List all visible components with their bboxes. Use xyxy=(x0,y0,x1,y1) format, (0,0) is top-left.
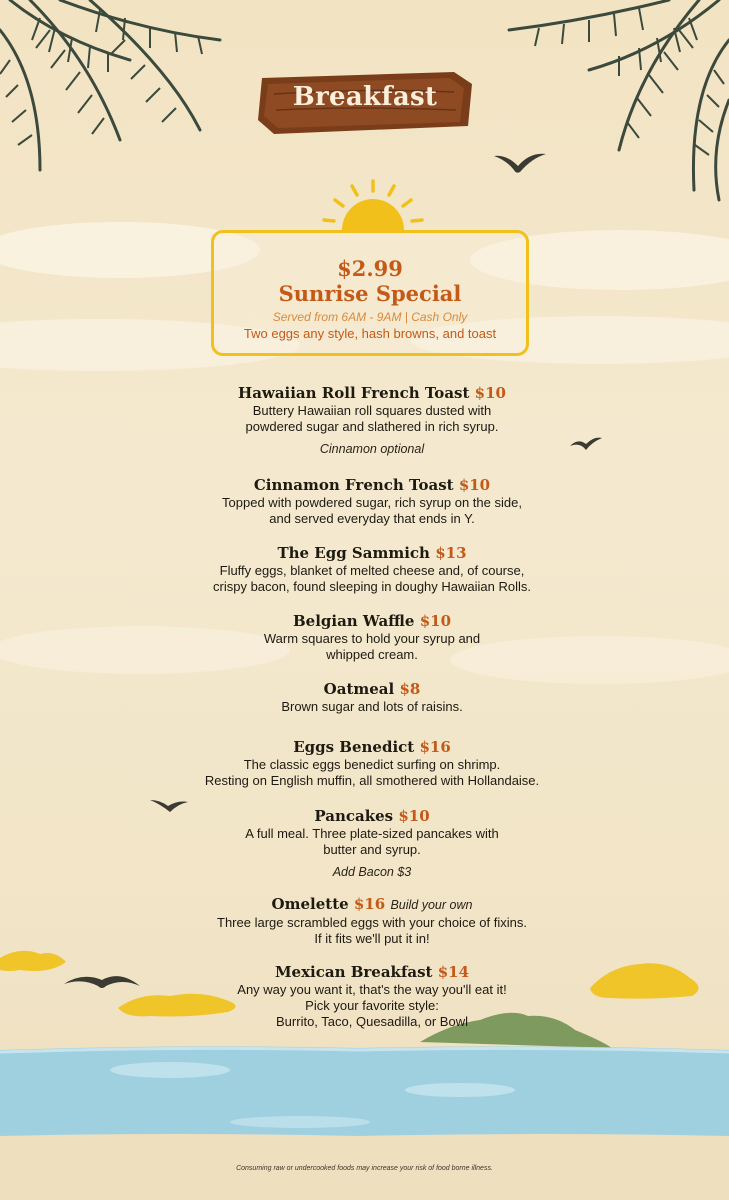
item-price: $10 xyxy=(419,612,452,630)
item-description-line: powdered sugar and slathered in rich syrup. xyxy=(245,419,499,434)
special-description: Two eggs any style, hash browns, and toast xyxy=(243,326,497,341)
palm-fronds-left-icon xyxy=(0,0,260,200)
item-note: Cinnamon optional xyxy=(319,442,425,456)
item-name: Mexican Breakfast xyxy=(274,963,433,981)
item-name: Pancakes xyxy=(314,807,394,825)
food-safety-disclaimer: Consuming raw or undercooked foods may increase your risk of food borne illness. xyxy=(236,1165,493,1172)
item-description-line: crispy bacon, found sleeping in doughy Hawaiian Rolls. xyxy=(213,579,531,594)
item-name: Cinnamon French Toast xyxy=(253,476,454,494)
palm-fronds-right-icon xyxy=(469,0,729,210)
special-title: Sunrise Special xyxy=(278,281,462,306)
item-inline-note: Build your own xyxy=(390,898,473,912)
menu-item xyxy=(114,543,630,595)
menu-item xyxy=(114,737,630,789)
item-note: Add Bacon $3 xyxy=(332,865,412,879)
sun-icon xyxy=(318,178,428,230)
special-hours: Served from 6AM - 9AM | Cash Only xyxy=(272,310,468,324)
menu-item xyxy=(114,611,630,663)
item-description-line: Any way you want it, that's the way you'll eat it! xyxy=(237,982,507,997)
item-price: $10 xyxy=(474,384,506,402)
item-name: Omelette xyxy=(271,895,349,913)
item-description-line: Warm squares to hold your syrup and xyxy=(263,631,481,646)
seagull-icon xyxy=(568,434,604,454)
menu-item xyxy=(114,962,630,1030)
item-description-line: Fluffy eggs, blanket of melted cheese and, of course, xyxy=(219,563,525,578)
item-description-line: Resting on English muffin, all smothered with Hollandaise. xyxy=(204,773,540,788)
seagull-icon xyxy=(492,150,548,178)
item-price: $16 xyxy=(419,738,451,756)
item-description-line: Topped with powdered sugar, rich syrup on the side, xyxy=(222,495,522,510)
item-description-line: If it fits we'll put it in! xyxy=(314,931,430,946)
menu-item xyxy=(114,806,630,880)
item-price: $10 xyxy=(458,476,491,494)
item-price: $8 xyxy=(399,680,421,698)
seagull-icon xyxy=(148,796,190,814)
item-description-line: A full meal. Three plate-sized pancakes with xyxy=(245,826,499,841)
item-description-line: Brown sugar and lots of raisins. xyxy=(281,699,463,714)
menu-title: Breakfast xyxy=(292,82,438,112)
item-description-line: Burrito, Taco, Quesadilla, or Bowl xyxy=(276,1014,468,1029)
item-name: Hawaiian Roll French Toast xyxy=(238,384,470,402)
item-name: Belgian Waffle xyxy=(292,612,415,630)
item-name: Oatmeal xyxy=(323,680,395,698)
menu-item xyxy=(114,475,630,527)
item-price: $14 xyxy=(437,963,470,981)
item-description-line: whipped cream. xyxy=(326,647,418,662)
item-name: The Egg Sammich xyxy=(277,544,430,562)
item-price: $13 xyxy=(435,544,467,562)
item-description-line: Buttery Hawaiian roll squares dusted with xyxy=(252,403,492,418)
item-description-line: and served everyday that ends in Y. xyxy=(269,511,475,526)
sunrise-special-box xyxy=(211,230,529,356)
item-price: $10 xyxy=(398,807,430,825)
menu-item xyxy=(114,679,630,715)
menu-item xyxy=(114,383,630,457)
item-description-line: butter and syrup. xyxy=(323,842,421,857)
item-description-line: Pick your favorite style: xyxy=(305,998,439,1013)
item-description-line: The classic eggs benedict surfing on shrimp. xyxy=(243,757,501,772)
item-name: Eggs Benedict xyxy=(293,738,415,756)
item-description-line: Three large scrambled eggs with your choice of fixins. xyxy=(217,915,527,930)
special-price: $2.99 xyxy=(337,256,403,281)
item-price: $16 xyxy=(353,895,386,913)
